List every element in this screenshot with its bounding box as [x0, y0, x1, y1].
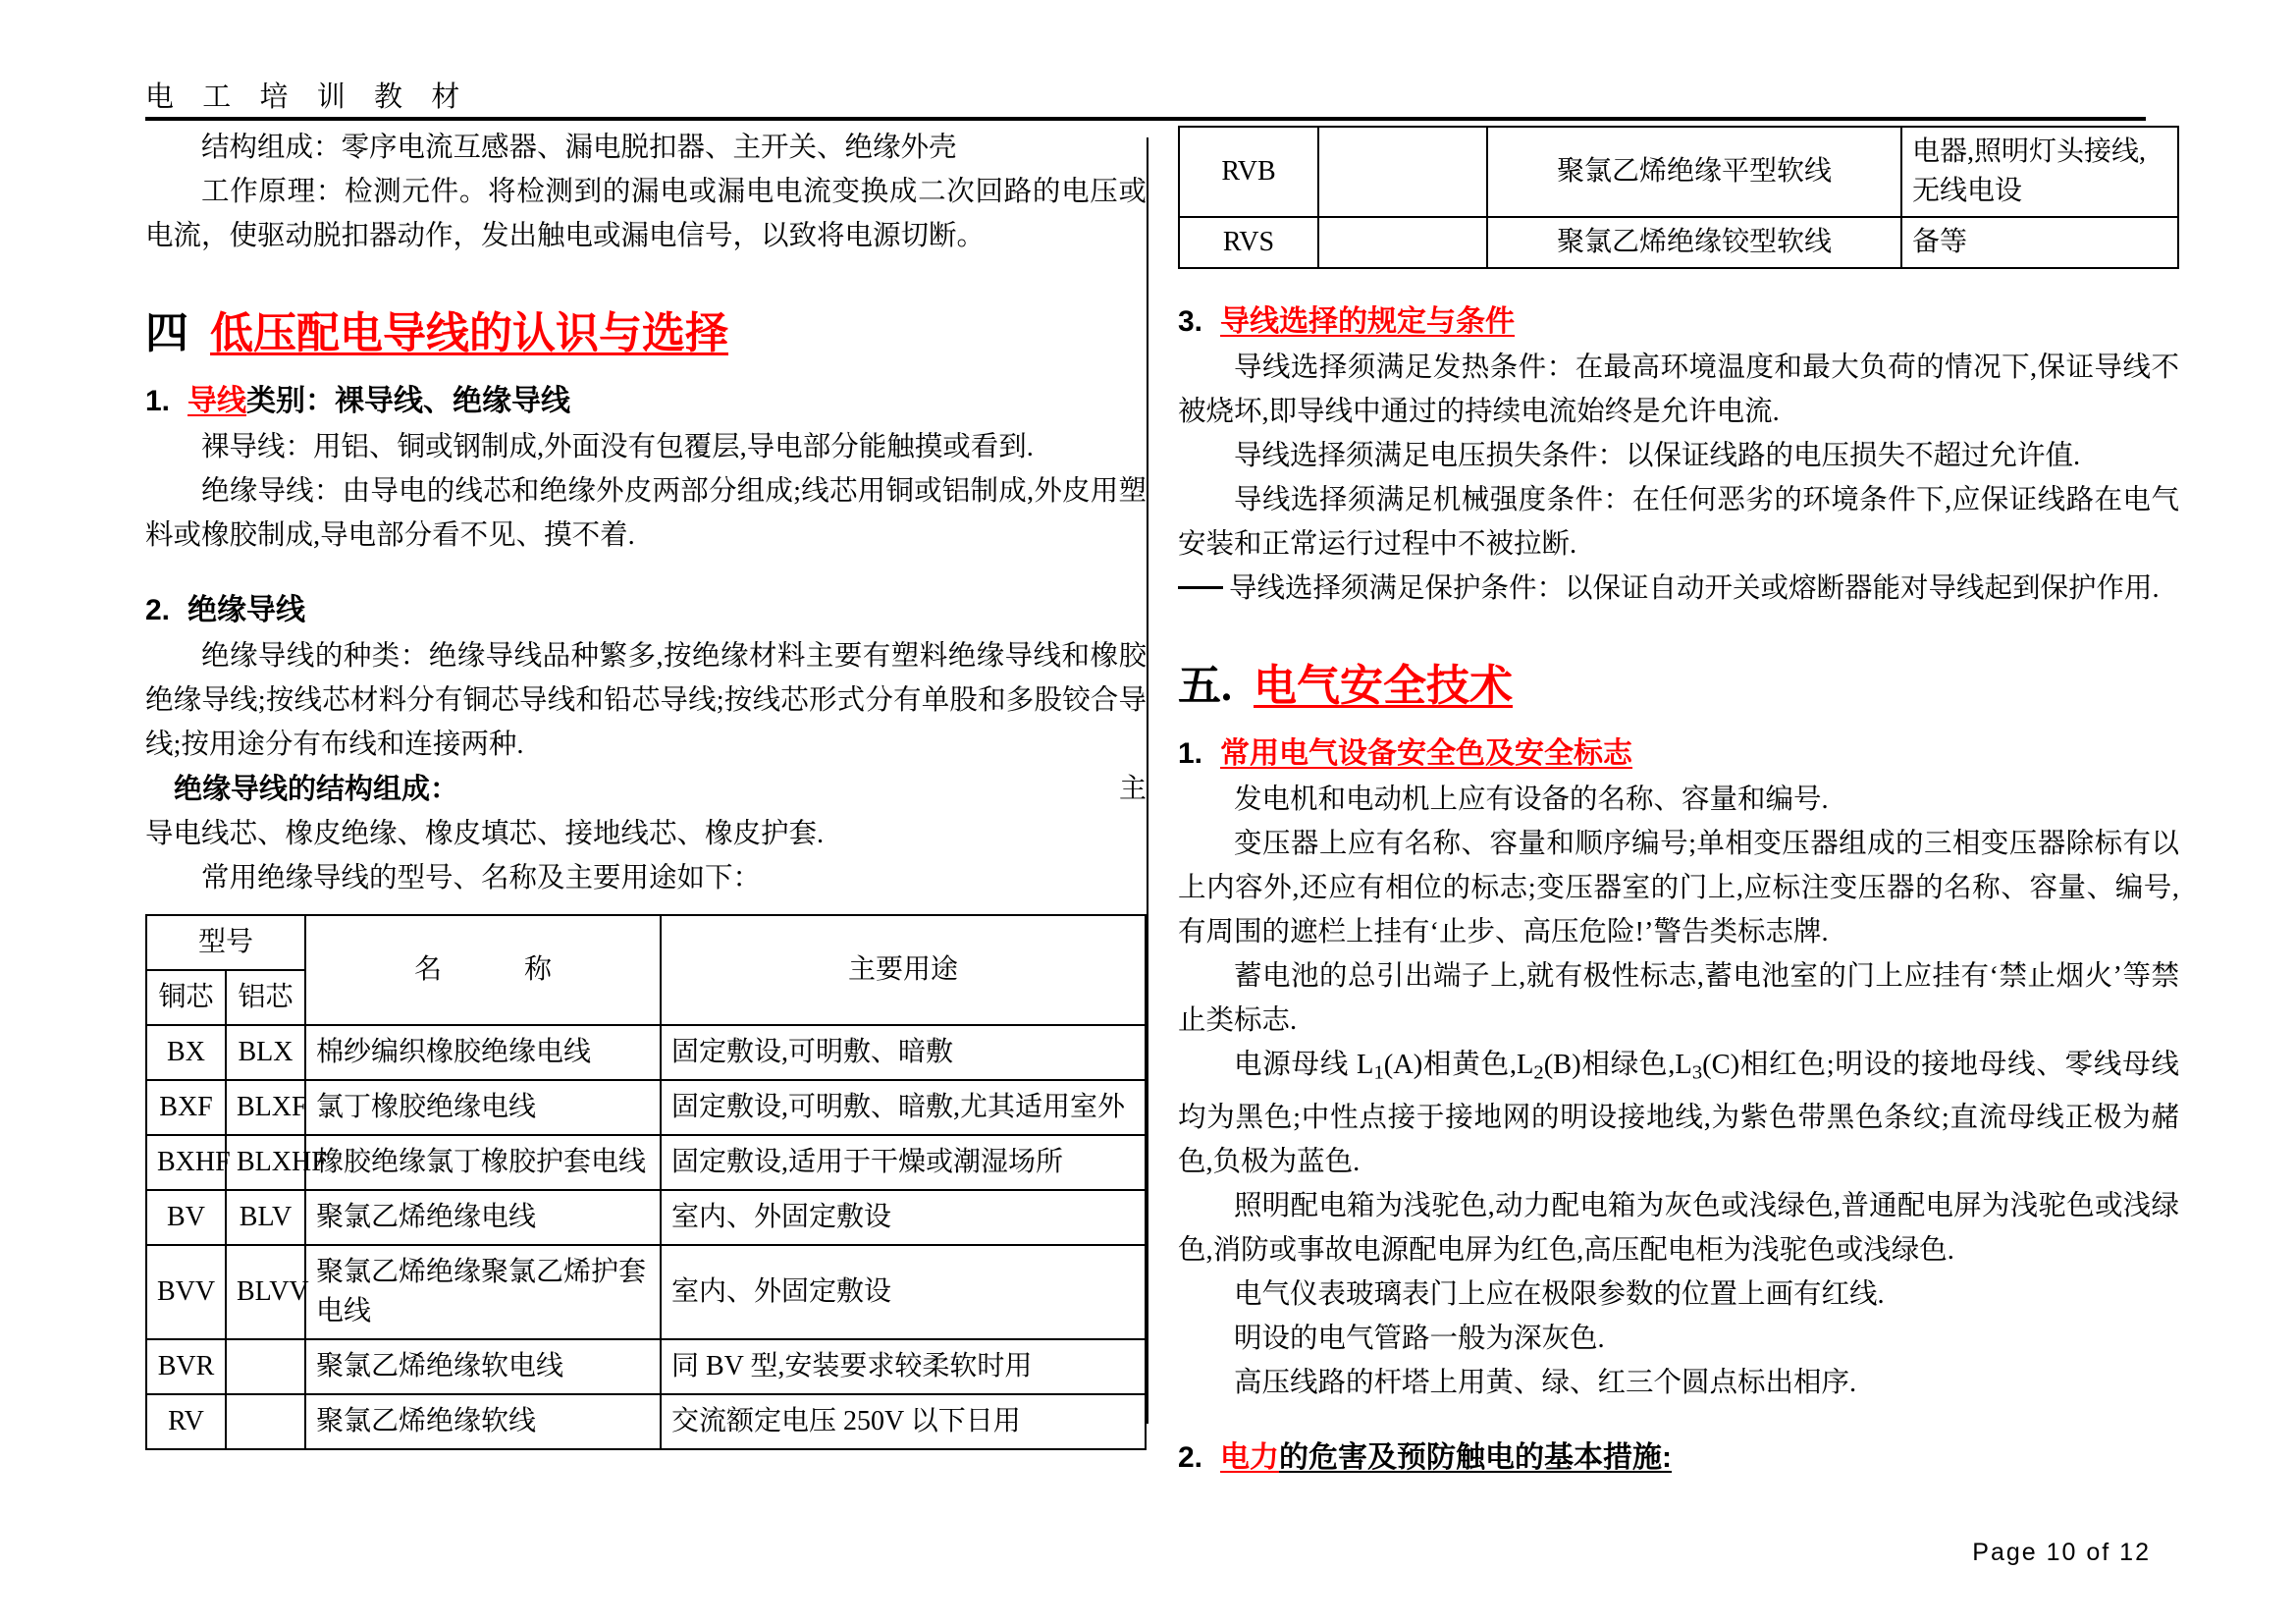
cell-aluminum: BLX [226, 1025, 305, 1080]
heading-5-1 [1178, 731, 2179, 778]
paragraph-voltage-loss-condition: 导线选择须满足电压损失条件：以保证线路的电压损失不超过允许值. [1234, 441, 2081, 471]
cell-aluminum: BLXHF [226, 1135, 305, 1190]
paragraph-table-lead-in: 常用绝缘导线的型号、名称及主要用途如下： [201, 863, 762, 893]
heading-4-2-number: 2. [145, 594, 171, 626]
left-column [145, 126, 1147, 1450]
cell-usage: 固定敷设,可明敷、暗敷 [661, 1025, 1146, 1080]
cell-empty [1318, 217, 1487, 268]
paragraph-heat-condition: 导线选择须满足发热条件：在最高环境温度和最大负荷的情况下,保证导线不被烧坏,即导线中通过的持续电流始终是允许电流. [1178, 352, 2179, 427]
busbar-subscript-1: 1 [1373, 1061, 1384, 1084]
paragraph-transformer-label: 变压器上应有名称、容量和顺序编号;单相变压器组成的三相变压器除标有以上内容外,还应有相位的标志;变压器室的门上,应标注变压器的名称、容量、编号,有周围的遮栏上挂有‘止步、高压危险!’警告类标志牌. [1178, 829, 2179, 947]
cell-aluminum: BLVV [226, 1245, 305, 1339]
paragraph-mechanical-strength-condition: 导线选择须满足机械强度条件：在任何恶劣的环境条件下,应保证线路在电气安装和正常运行过程中不被拉断. [1178, 485, 2179, 560]
cell-aluminum [226, 1394, 305, 1449]
cell-name: 聚氯乙烯绝缘软线 [305, 1394, 661, 1449]
cell-copper: BVR [146, 1339, 226, 1394]
cell-name: 氯丁橡胶绝缘电线 [305, 1080, 661, 1135]
header-title: 电 工 培 训 教 材 [145, 81, 471, 113]
heading-4-1-number: 1. [145, 385, 171, 417]
table-header-copper-core: 铜芯 [146, 970, 226, 1025]
table-header-aluminum-core: 铝芯 [226, 970, 305, 1025]
heading-wire-structure [145, 767, 1147, 812]
table-header-row-group [146, 915, 1146, 970]
table-row [146, 1025, 1146, 1080]
right-column [1178, 126, 2179, 1482]
busbar-subscript-3: 3 [1691, 1061, 1703, 1084]
table-row [146, 1339, 1146, 1394]
paragraph-insulated-wire-types: 绝缘导线的种类：绝缘导线品种繁多,按绝缘材料主要有塑料绝缘导线和橡胶绝缘导线;按线芯材料分有铜芯导线和铅芯导线;按线芯形式分有单股和多股铰合导线;按用途分有布线和连接两种. [145, 641, 1147, 760]
busbar-text-1: (A)相黄色,L [1383, 1050, 1534, 1080]
paragraph-protection-condition [1178, 567, 2179, 611]
paragraph-protection-condition-text: 导线选择须满足保护条件：以保证自动开关或熔断器能对导线起到保护作用. [1229, 573, 2160, 604]
paragraph-structure-composition: 结构组成：零序电流互感器、漏电脱扣器、主开关、绝缘外壳 [201, 133, 957, 163]
cell-copper: BX [146, 1025, 226, 1080]
table-row [146, 1190, 1146, 1245]
header-divider [145, 117, 2146, 121]
margin-mark-zhu: 主 [1118, 774, 1147, 804]
cell-copper: BXF [146, 1080, 226, 1135]
cell-name: 聚氯乙烯绝缘铰型软线 [1487, 217, 1901, 268]
paragraph-generator-motor-label: 发电机和电动机上应有设备的名称、容量和编号. [1234, 785, 1829, 815]
heading-4-2-title: 绝缘导线 [187, 594, 306, 626]
heading-section-five [1178, 656, 2179, 717]
busbar-prefix: 电源母线 L [1234, 1050, 1374, 1080]
paragraph-meter-red-line: 电气仪表玻璃表门上应在极限参数的位置上画有红线. [1234, 1278, 1885, 1310]
cell-usage: 室内、外固定敷设 [661, 1245, 1146, 1339]
heading-5-2 [1178, 1435, 2179, 1482]
table-header-model-group: 型号 [146, 915, 305, 970]
paragraph-working-principle: 工作原理：检测元件。将检测到的漏电或漏电电流变换成二次回路的电压或电流，使驱动脱扣器动作，发出触电或漏电信号，以致将电源切断。 [145, 177, 1147, 251]
two-column-body [0, 126, 2296, 1490]
table-row [146, 1394, 1146, 1449]
cell-aluminum: BLV [226, 1190, 305, 1245]
heading-5-2-number: 2. [1178, 1440, 1203, 1474]
cell-copper: BV [146, 1190, 226, 1245]
paragraph-busbar-colors [1178, 1043, 2179, 1184]
cell-usage: 固定敷设,适用于干燥或潮湿场所 [661, 1135, 1146, 1190]
heading-section-five-number: 五. [1178, 662, 1232, 710]
busbar-subscript-2: 2 [1533, 1061, 1544, 1084]
cell-aluminum [226, 1339, 305, 1394]
paragraph-bare-wire: 裸导线：用铝、铜或钢制成,外面没有包覆层,导电部分能触摸或看到. [201, 432, 1034, 462]
heading-5-2-red: 电力 [1220, 1440, 1280, 1474]
table-row [146, 1080, 1146, 1135]
heading-4-3 [1178, 298, 2179, 346]
cell-usage: 同 BV 型,安装要求较柔软时用 [661, 1339, 1146, 1394]
cell-copper: BVV [146, 1245, 226, 1339]
table-row [1179, 217, 2178, 268]
heading-4-3-title: 导线选择的规定与条件 [1220, 305, 1516, 338]
heading-4-1 [145, 378, 1147, 425]
heading-4-3-number: 3. [1178, 305, 1203, 338]
table-header-name: 名 称 [305, 915, 661, 1025]
heading-4-2 [145, 587, 1147, 634]
cell-name: 橡胶绝缘氯丁橡胶护套电线 [305, 1135, 661, 1190]
cell-usage: 固定敷设,可明敷、暗敷,尤其适用室外 [661, 1080, 1146, 1135]
paragraph-tower-phase-dots: 高压线路的杆塔上用黄、绿、红三个圆点标出相序. [1234, 1367, 1857, 1398]
cell-usage: 室内、外固定敷设 [661, 1190, 1146, 1245]
cell-model: RVB [1179, 127, 1318, 217]
cell-usage: 交流额定电压 250V 以下日用 [661, 1394, 1146, 1449]
cell-name: 聚氯乙烯绝缘电线 [305, 1190, 661, 1245]
cell-aluminum: BLXF [226, 1080, 305, 1135]
table-row [146, 1245, 1146, 1339]
cell-empty [1318, 127, 1487, 217]
heading-section-four-number: 四 [145, 309, 188, 357]
cell-name: 聚氯乙烯绝缘软电线 [305, 1339, 661, 1394]
cell-name: 聚氯乙烯绝缘平型软线 [1487, 127, 1901, 217]
page-header [145, 82, 2148, 121]
heading-5-2-rest: 的危害及预防触电的基本措施: [1279, 1440, 1673, 1474]
heading-5-1-title: 常用电气设备安全色及安全标志 [1220, 737, 1633, 770]
heading-section-four [145, 303, 1147, 364]
cell-copper: BXHF [146, 1135, 226, 1190]
table-header-usage: 主要用途 [661, 915, 1146, 1025]
paragraph-wire-structure-parts: 导电线芯、橡皮绝缘、橡皮填芯、接地线芯、橡皮护套. [145, 819, 825, 849]
paragraph-insulated-wire: 绝缘导线：由导电的线芯和绝缘外皮两部分组成;线芯用铜或铝制成,外皮用塑料或橡胶制成,导电部分看不见、摸不着. [145, 476, 1147, 551]
cell-copper: RV [146, 1394, 226, 1449]
cell-usage: 备等 [1901, 217, 2178, 268]
page-footer: Page 10 of 12 [1972, 1539, 2151, 1566]
busbar-text-3: (C)相红色;明设的接地母线、零线母线均为黑色;中性点接于接地网的明设接地线,为紫色带黑色条纹;直流母线正极为赭色,负极为蓝色. [1178, 1050, 2179, 1177]
cell-model: RVS [1179, 217, 1318, 268]
heading-section-four-title: 低压配电导线的认识与选择 [210, 309, 728, 357]
paragraph-battery-label: 蓄电池的总引出端子上,就有极性标志,蓄电池室的门上应挂有‘禁止烟火’等禁止类标志. [1178, 961, 2179, 1036]
heading-4-1-red: 导线 [187, 385, 247, 417]
table-row [146, 1135, 1146, 1190]
heading-wire-structure-text: 绝缘导线的结构组成： [174, 774, 459, 805]
soft-wire-table [1178, 126, 2179, 269]
heading-5-1-number: 1. [1178, 737, 1203, 770]
cell-usage: 电器,照明灯头接线,无线电设 [1901, 127, 2178, 217]
busbar-text-2: (B)相绿色,L [1543, 1050, 1692, 1080]
margin-underline-mark [1178, 586, 1223, 589]
wire-type-table [145, 914, 1147, 1450]
table-row [1179, 127, 2178, 217]
cell-name: 聚氯乙烯绝缘聚氯乙烯护套电线 [305, 1245, 661, 1339]
paragraph-conduit-color: 明设的电气管路一般为深灰色. [1234, 1323, 1605, 1354]
paragraph-panel-colors: 照明配电箱为浅驼色,动力配电箱为灰色或浅绿色,普通配电屏为浅驼色或浅绿色,消防或事故电源配电屏为红色,高压配电柜为浅驼色或浅绿色. [1178, 1190, 2179, 1266]
heading-4-1-rest: 类别：裸导线、绝缘导线 [246, 385, 571, 417]
cell-name: 棉纱编织橡胶绝缘电线 [305, 1025, 661, 1080]
heading-section-five-title: 电气安全技术 [1254, 662, 1513, 710]
